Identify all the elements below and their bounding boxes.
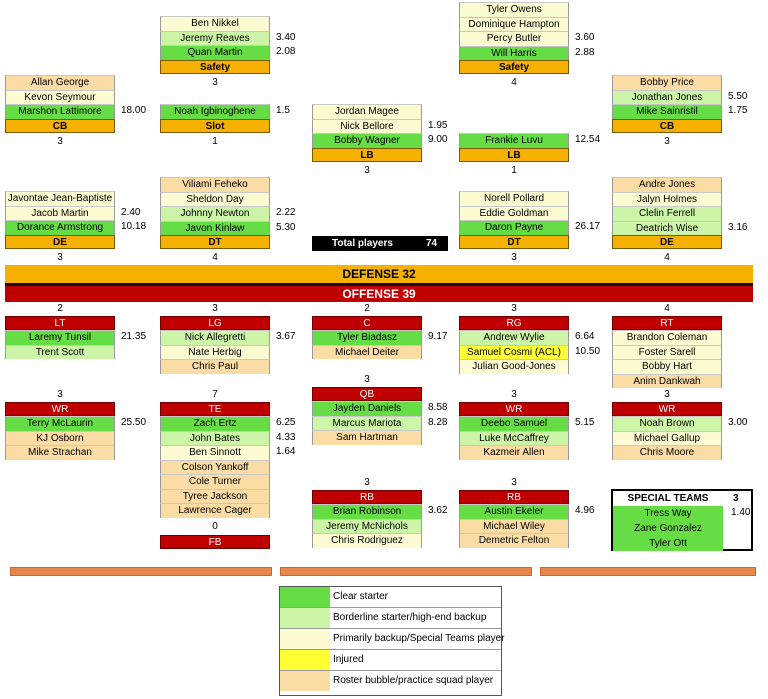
- cap-value: 4.96: [575, 505, 595, 516]
- position-group-c: [312, 316, 448, 359]
- count-qb: 3: [364, 374, 370, 385]
- position-count: 4: [511, 77, 517, 88]
- count-rt: 4: [664, 303, 670, 314]
- player-cell: Chris Moore: [612, 445, 722, 460]
- player-cell: Ben Nikkel: [160, 16, 270, 31]
- position-label: Safety: [459, 60, 569, 74]
- cap-value: 18.00: [121, 105, 147, 116]
- position-count: 4: [212, 252, 218, 263]
- player-cell: Marcus Mariota: [312, 416, 422, 431]
- count-wr-left: 3: [57, 389, 63, 400]
- cap-value: 10.18: [121, 221, 147, 232]
- legend-swatch: [280, 650, 330, 670]
- player-cell: Michael Wiley: [459, 519, 569, 534]
- player-cell: Tyler Biadasz: [312, 330, 422, 345]
- cap-value: 25.50: [121, 417, 147, 428]
- player-cell: Mike Sainristil: [612, 104, 722, 119]
- player-cell: Jayden Daniels: [312, 401, 422, 416]
- player-cell: Clelin Ferrell: [612, 206, 722, 221]
- cap-value: 1.75: [728, 105, 748, 116]
- player-cell: Nate Herbig: [160, 345, 270, 360]
- position-group-cb-left: [5, 75, 147, 147]
- player-cell: Bobby Hart: [612, 359, 722, 374]
- position-label: WR: [459, 402, 569, 416]
- player-cell: Brandon Coleman: [612, 330, 722, 345]
- position-count: 3: [57, 251, 63, 263]
- player-cell: Jordan Magee: [312, 104, 422, 119]
- position-label: WR: [612, 402, 722, 416]
- position-label: RB: [312, 490, 422, 504]
- player-cell: Jonathan Jones: [612, 90, 722, 105]
- legend-swatch: [280, 587, 330, 607]
- cap-value: 1.64: [276, 446, 296, 457]
- player-cell: Colson Yankoff: [160, 460, 270, 475]
- player-cell: Michael Deiter: [312, 345, 422, 360]
- player-cell: Bobby Price: [612, 75, 722, 90]
- position-count: 4: [664, 252, 670, 263]
- position-group-dt-left: [160, 177, 296, 263]
- player-cell: Jeremy McNichols: [312, 519, 422, 534]
- player-cell: Chris Paul: [160, 359, 270, 374]
- cap-value: 12.54: [575, 134, 601, 145]
- position-group-cb-right: [612, 75, 748, 147]
- position-group-lb-right: [459, 133, 601, 176]
- position-count: 3: [57, 135, 63, 147]
- player-cell: Julian Good-Jones: [459, 359, 569, 374]
- player-cell: Allan George: [5, 75, 115, 90]
- special-teams-title: SPECIAL TEAMS: [627, 493, 709, 504]
- player-cell: Johnny Newton: [160, 206, 270, 221]
- position-label: LT: [5, 316, 115, 330]
- position-group-slot: [160, 104, 290, 147]
- position-count: 3: [364, 164, 370, 176]
- player-cell: Javon Kinlaw: [160, 221, 270, 236]
- cap-value: 5.50: [728, 90, 748, 102]
- cap-value: 2.22: [276, 207, 296, 218]
- position-group-rg: [459, 316, 601, 374]
- player-cell: Andrew Wylie: [459, 330, 569, 345]
- cap-value: 3.60: [575, 32, 595, 43]
- position-group-qb: [312, 387, 448, 445]
- player-cell: Zach Ertz: [160, 416, 270, 431]
- cap-value: 21.35: [121, 331, 147, 342]
- position-label: DE: [612, 235, 722, 249]
- legend-item: [280, 629, 505, 650]
- player-cell: Mike Strachan: [5, 445, 115, 460]
- total-players-box: [312, 236, 448, 251]
- player-cell: Laremy Tunsil: [5, 330, 115, 345]
- player-cell: Nick Bellore: [312, 119, 422, 134]
- player-cell: Daron Payne: [459, 220, 569, 235]
- cap-value: 2.40: [121, 206, 141, 218]
- player-cell: John Bates: [160, 431, 270, 446]
- position-label: CB: [5, 119, 115, 133]
- player-cell: Eddie Goldman: [459, 206, 569, 221]
- player-cell: Tyree Jackson: [160, 489, 270, 504]
- count-lt: 2: [57, 303, 63, 314]
- player-cell: Bobby Wagner: [312, 133, 422, 148]
- count-wr-right: 3: [664, 389, 670, 400]
- player-cell: Lawrence Cager: [160, 503, 270, 518]
- player-cell: Ben Sinnott: [160, 445, 270, 460]
- player-cell: Tress Way: [613, 506, 723, 521]
- legend-item: [280, 587, 501, 608]
- cap-value: 3.67: [276, 331, 296, 342]
- divider-bar-right: [540, 567, 756, 576]
- player-cell: Jacob Martin: [5, 206, 115, 221]
- count-rg: 3: [511, 303, 517, 314]
- player-cell: Dorance Armstrong: [5, 220, 115, 235]
- count-rb-right: 3: [511, 477, 517, 488]
- divider-bar-left: [10, 567, 272, 576]
- legend-swatch: [280, 608, 330, 628]
- legend-swatch: [280, 671, 330, 691]
- cap-value: 2.88: [575, 46, 595, 58]
- legend-item: [280, 650, 501, 671]
- position-group-lt: [5, 316, 147, 359]
- offense-band: OFFENSE 39: [5, 286, 753, 302]
- player-cell: Viliami Feheko: [160, 177, 270, 192]
- position-group-safety-left: [160, 16, 296, 88]
- cap-value: 3.00: [728, 417, 748, 428]
- position-label: FB: [160, 535, 270, 549]
- count-te: 7: [212, 389, 218, 400]
- player-cell: Austin Ekeler: [459, 504, 569, 519]
- position-label: RT: [612, 316, 722, 330]
- player-cell: Chris Rodriguez: [312, 533, 422, 548]
- legend-swatch: [280, 629, 330, 649]
- position-group-fb: [160, 535, 270, 549]
- special-teams-box: [611, 489, 753, 551]
- count-c: 2: [364, 303, 370, 314]
- player-cell: Brian Robinson: [312, 504, 422, 519]
- cap-value: 9.17: [428, 331, 448, 342]
- position-group-safety-right: [459, 2, 595, 88]
- position-label: RB: [459, 490, 569, 504]
- count-rb-left: 3: [364, 477, 370, 488]
- position-label: WR: [5, 402, 115, 416]
- legend-label: Injured: [333, 654, 364, 665]
- divider-bar-middle: [280, 567, 532, 576]
- player-cell: Frankie Luvu: [459, 133, 569, 148]
- position-group-de-right: [612, 177, 748, 263]
- player-cell: Norell Pollard: [459, 191, 569, 206]
- cap-value: 5.30: [276, 221, 296, 233]
- cap-value: 3.16: [728, 221, 748, 233]
- position-group-lg: [160, 316, 296, 374]
- player-cell: Noah Igbinoghene: [160, 104, 270, 119]
- position-count: 3: [664, 135, 670, 147]
- player-cell: Foster Sarell: [612, 345, 722, 360]
- player-cell: Jalyn Holmes: [612, 192, 722, 207]
- player-cell: Sam Hartman: [312, 430, 422, 445]
- position-label: Slot: [160, 119, 270, 133]
- cap-value: 3.62: [428, 505, 448, 516]
- player-cell: Zane Gonzalez: [613, 521, 723, 536]
- player-cell: Deatrich Wise: [612, 221, 722, 236]
- player-cell: Anim Dankwah: [612, 374, 722, 389]
- player-cell: Andre Jones: [612, 177, 722, 192]
- position-group-wr-left: [5, 402, 147, 460]
- player-cell: Samuel Cosmi (ACL): [459, 345, 569, 360]
- cap-value: 1.5: [276, 105, 290, 116]
- position-count: 1: [212, 135, 218, 147]
- position-count: 3: [511, 251, 517, 263]
- cap-value: 3.40: [276, 31, 296, 43]
- player-cell: Demetric Felton: [459, 533, 569, 548]
- position-label: DE: [5, 235, 115, 249]
- player-cell: Michael Gallup: [612, 431, 722, 446]
- player-cell: Kazmeir Allen: [459, 445, 569, 460]
- position-label: LB: [459, 148, 569, 162]
- total-players-value: 74: [426, 238, 438, 249]
- position-group-wr-right: [612, 402, 748, 460]
- cap-value: 8.28: [428, 416, 448, 428]
- player-cell: Deebo Samuel: [459, 416, 569, 431]
- player-cell: Nick Allegretti: [160, 330, 270, 345]
- position-group-rb-left: [312, 490, 448, 548]
- cap-value: 26.17: [575, 221, 601, 232]
- player-cell: Quan Martin: [160, 45, 270, 60]
- count-wr-middle: 3: [511, 389, 517, 400]
- player-cell: Luke McCaffrey: [459, 431, 569, 446]
- legend-label: Roster bubble/practice squad player: [333, 675, 494, 686]
- player-cell: Trent Scott: [5, 345, 115, 360]
- cap-value: 1.40: [731, 507, 751, 518]
- position-group-rt: [612, 316, 722, 388]
- position-label: LB: [312, 148, 422, 162]
- cap-value: 4.33: [276, 431, 296, 443]
- count-lg: 3: [212, 303, 218, 314]
- legend-item: [280, 671, 501, 692]
- legend-label: Clear starter: [333, 591, 389, 602]
- position-count: 1: [511, 164, 517, 176]
- position-group-wr-middle: [459, 402, 595, 460]
- cap-value: 6.25: [276, 417, 296, 428]
- position-label: RG: [459, 316, 569, 330]
- position-label: Safety: [160, 60, 270, 74]
- position-label: C: [312, 316, 422, 330]
- position-label: DT: [459, 235, 569, 249]
- player-cell: Tyler Ott: [613, 536, 723, 551]
- legend-label: Primarily backup/Special Teams player: [333, 633, 505, 644]
- cap-value: 2.08: [276, 46, 296, 57]
- position-label: LG: [160, 316, 270, 330]
- cap-value: 8.58: [428, 402, 448, 413]
- position-count: 3: [212, 76, 218, 88]
- player-cell: Noah Brown: [612, 416, 722, 431]
- defense-band: DEFENSE 32: [5, 265, 753, 283]
- legend: [279, 586, 505, 696]
- special-teams-count: 3: [733, 493, 739, 504]
- position-label: CB: [612, 119, 722, 133]
- player-cell: Will Harris: [459, 46, 569, 61]
- player-cell: Jeremy Reaves: [160, 31, 270, 46]
- player-cell: Percy Butler: [459, 31, 569, 46]
- legend-label: Borderline starter/high-end backup: [333, 612, 487, 623]
- player-cell: Sheldon Day: [160, 192, 270, 207]
- player-cell: Terry McLaurin: [5, 416, 115, 431]
- player-cell: Kevon Seymour: [5, 90, 115, 105]
- position-group-de-left: [5, 191, 147, 263]
- player-cell: Tyler Owens: [459, 2, 569, 17]
- player-cell: Dominique Hampton: [459, 17, 569, 32]
- cap-value: 9.00: [428, 134, 448, 145]
- player-cell: Cole Turner: [160, 474, 270, 489]
- position-label: TE: [160, 402, 270, 416]
- legend-item: [280, 608, 501, 629]
- position-group-te: [160, 402, 296, 518]
- count-fb: 0: [212, 521, 218, 532]
- cap-value: 5.15: [575, 417, 595, 428]
- position-group-rb-right: [459, 490, 595, 548]
- player-cell: Javontae Jean-Baptiste: [5, 191, 115, 206]
- position-group-lb-left: [312, 104, 448, 176]
- cap-value: 1.95: [428, 119, 448, 131]
- player-cell: Marshon Lattimore: [5, 104, 115, 119]
- position-group-dt-right: [459, 191, 601, 263]
- position-label: QB: [312, 387, 422, 401]
- total-players-label: Total players: [332, 238, 393, 249]
- cap-value: 6.64: [575, 331, 595, 342]
- cap-value: 10.50: [575, 345, 601, 357]
- position-label: DT: [160, 235, 270, 249]
- player-cell: KJ Osborn: [5, 431, 115, 446]
